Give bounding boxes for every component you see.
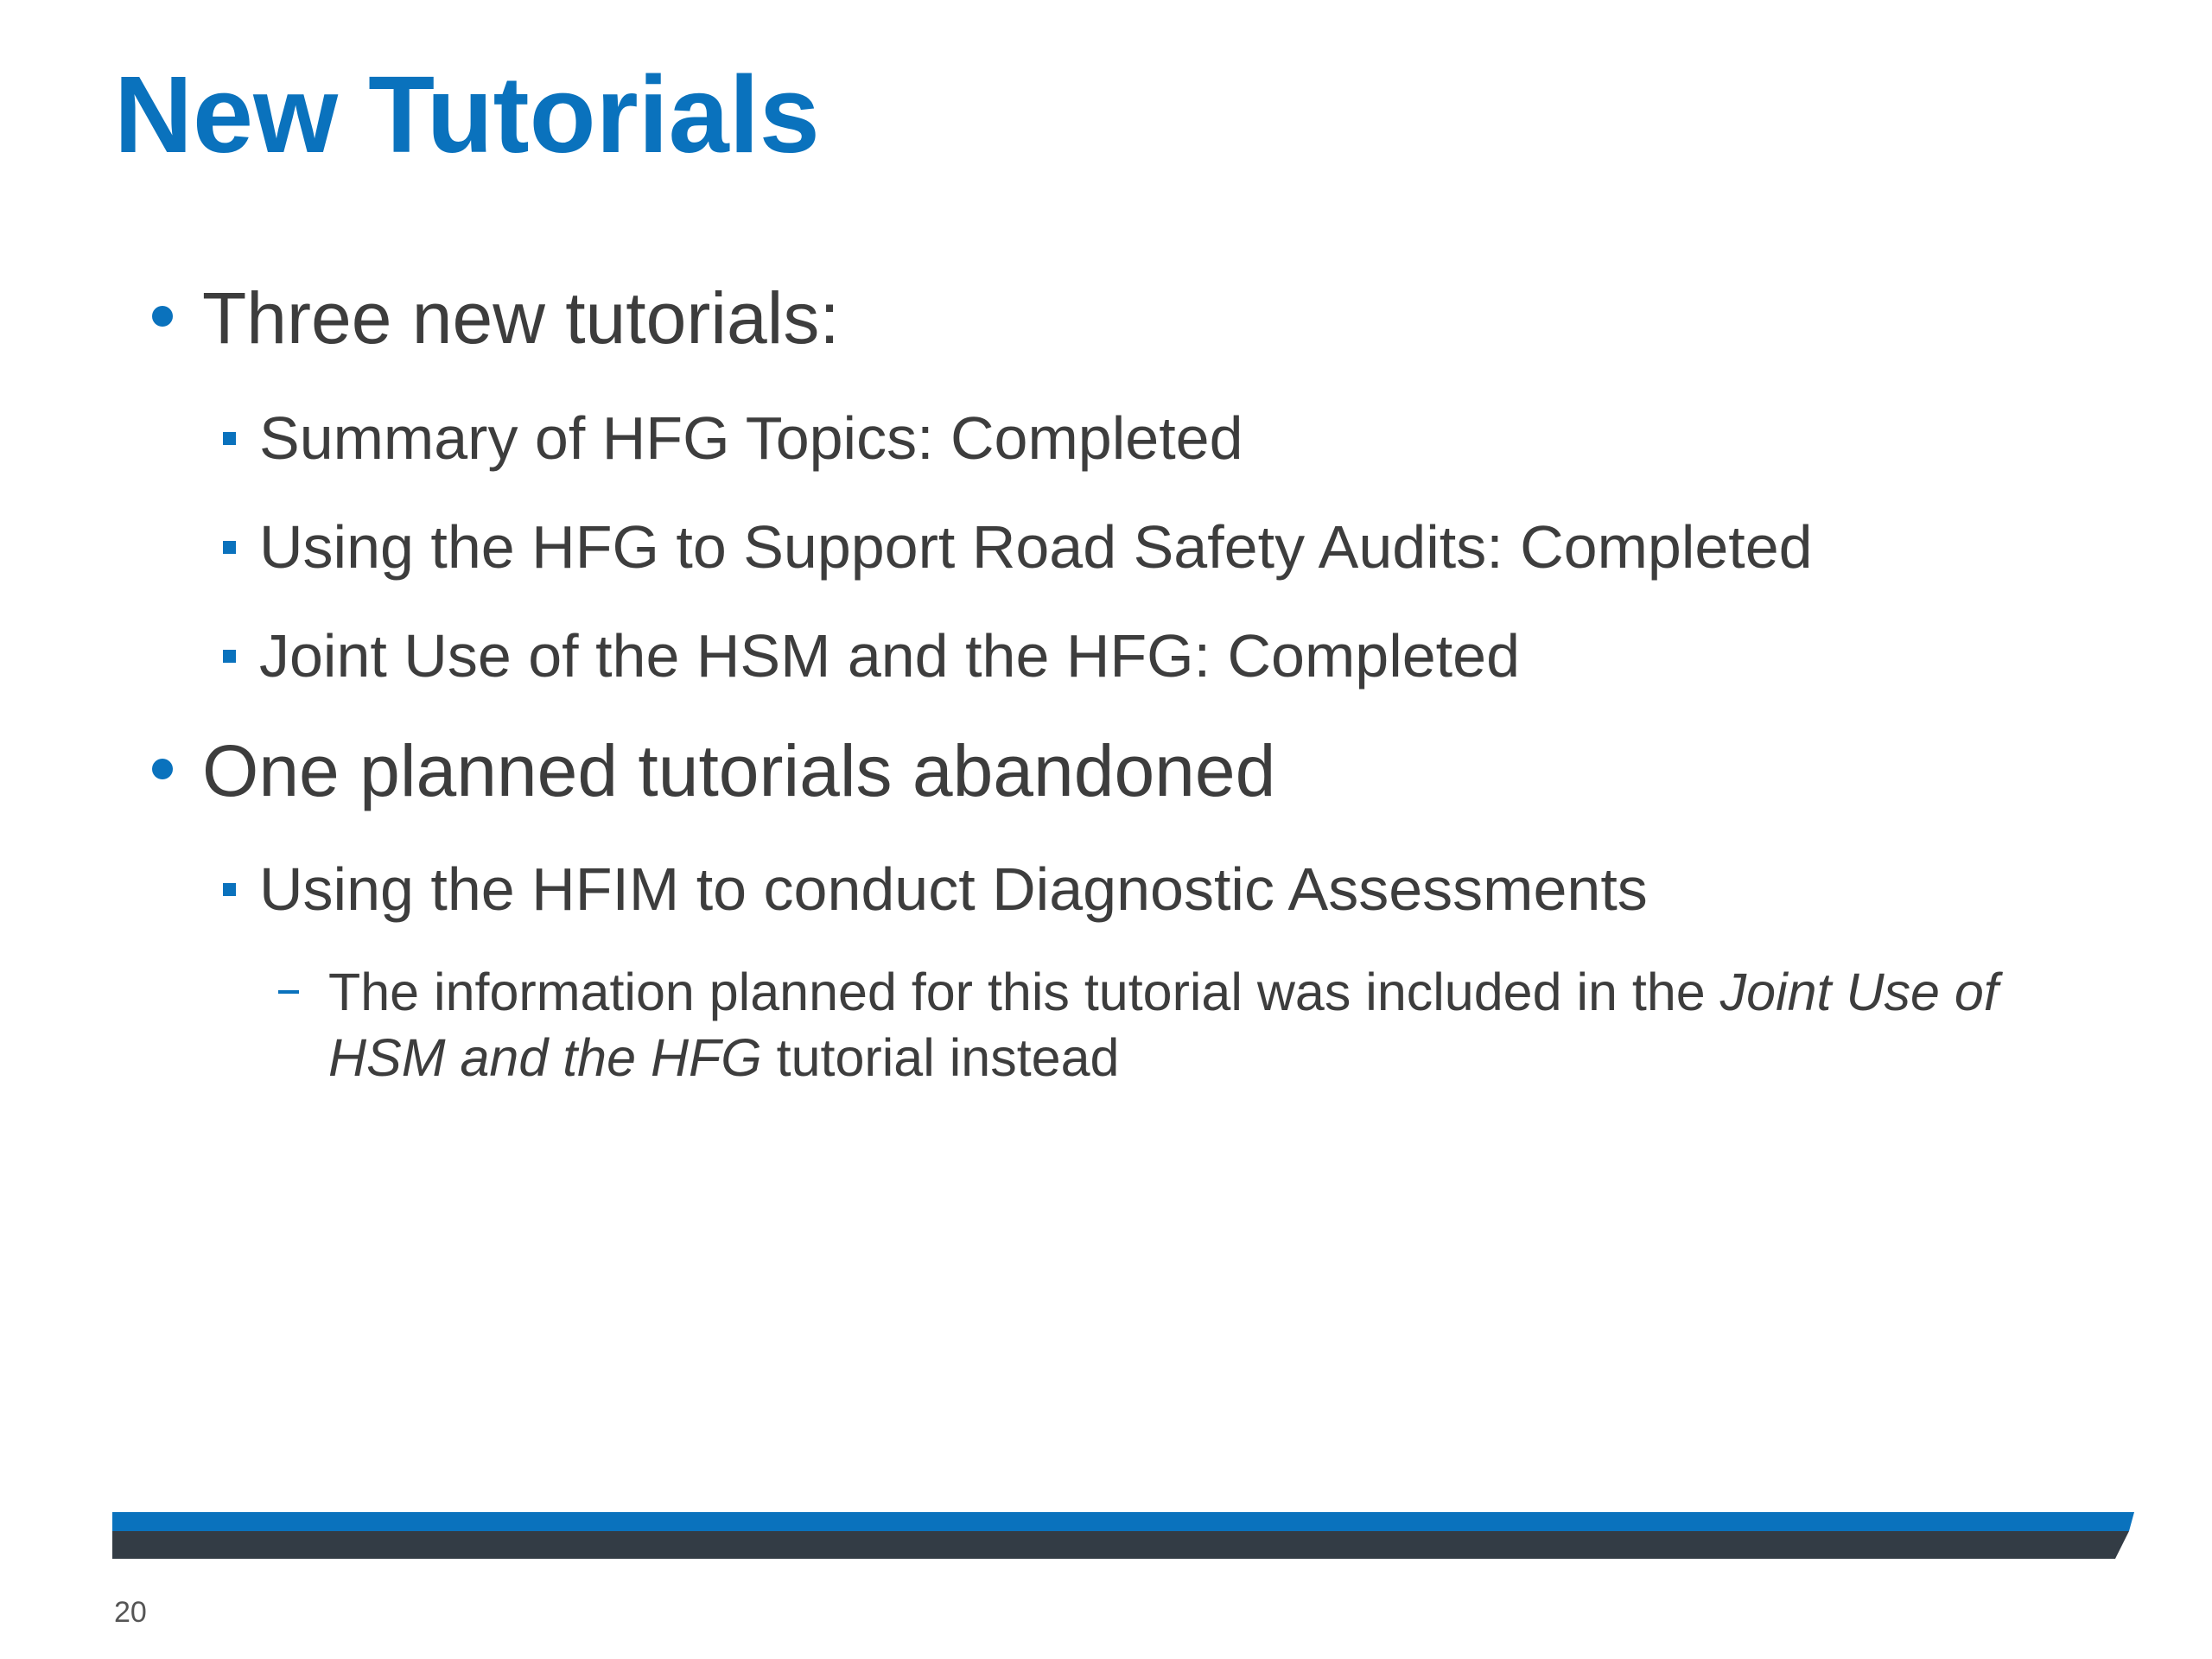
- sub-bullet-item: Summary of HFG Topics: Completed: [259, 404, 1243, 472]
- bullet-dot-icon: [152, 759, 173, 779]
- note-text: The information planned for this tutorial was included in the: [328, 963, 1720, 1021]
- note-text: tutorial instead: [761, 1028, 1120, 1087]
- dash-bullet-icon: [278, 990, 299, 994]
- slide-title: New Tutorials: [114, 54, 820, 175]
- bullet-item: Three new tutorials:: [202, 277, 840, 359]
- sub-bullet-square-icon: [223, 650, 236, 663]
- footer-stripe: [112, 1503, 2134, 1559]
- sub-bullet-square-icon: [223, 541, 236, 554]
- sub-bullet-square-icon: [223, 883, 236, 896]
- footer-stripe-dark: [112, 1531, 2129, 1559]
- bullet-item: One planned tutorials abandoned: [202, 730, 1276, 811]
- note-line-1: [328, 959, 1999, 1025]
- sub-bullet-item: Using the HFIM to conduct Diagnostic Assessments: [259, 855, 1648, 923]
- sub-bullet-square-icon: [223, 432, 236, 445]
- note-italic-text: Joint Use of: [1719, 963, 1999, 1021]
- bullet-dot-icon: [152, 306, 173, 327]
- page-number: 20: [114, 1596, 147, 1629]
- footer-stripe-blue: [112, 1512, 2134, 1531]
- sub-bullet-item: Joint Use of the HSM and the HFG: Completed: [259, 622, 1520, 690]
- sub-bullet-item: Using the HFG to Support Road Safety Audits: Completed: [259, 513, 1813, 581]
- note-line-2: [328, 1025, 1119, 1090]
- note-italic-text: HSM and the HFG: [328, 1028, 762, 1087]
